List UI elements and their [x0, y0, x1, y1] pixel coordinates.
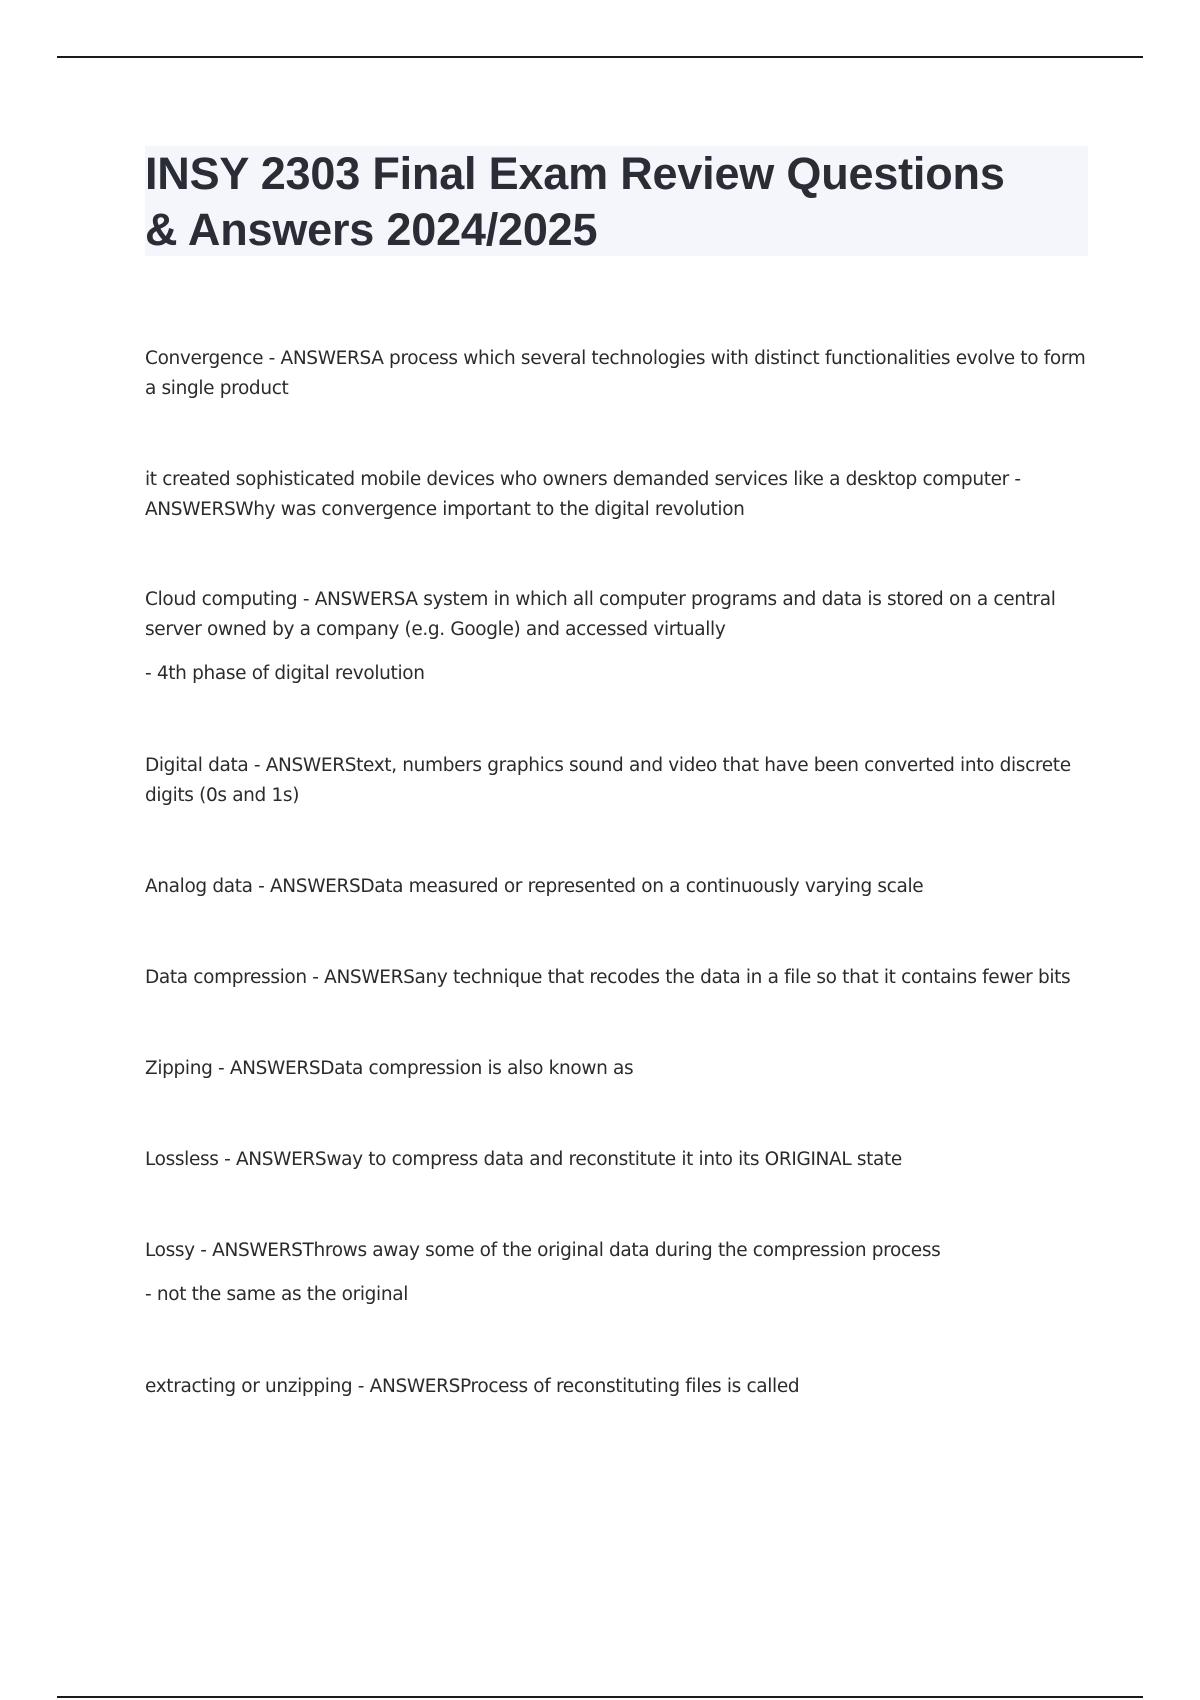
- qa-entry: [145, 963, 1095, 993]
- title-block: [145, 146, 1088, 256]
- qa-note: - not the same as the original: [145, 1284, 408, 1305]
- qa-text: Cloud computing - ANSWERSA system in which all computer programs and data is stored on a central server owned by a company (e.g. Google) and accessed virtually: [145, 589, 1056, 640]
- qa-entry: [145, 1145, 1095, 1175]
- qa-text: Convergence - ANSWERSA process which several technologies with distinct functionalities evolve to form a single product: [145, 348, 1086, 399]
- qa-entry: [145, 1054, 1095, 1084]
- qa-entry: [145, 751, 1095, 811]
- qa-text: Lossless - ANSWERSway to compress data and reconstitute it into its ORIGINAL state: [145, 1149, 902, 1170]
- qa-text: Data compression - ANSWERSany technique that recodes the data in a file so that it contains fewer bits: [145, 967, 1071, 988]
- qa-text: Zipping - ANSWERSData compression is also known as: [145, 1058, 634, 1079]
- title-line-1: INSY 2303 Final Exam Review Questions: [145, 148, 1005, 199]
- page-title: [145, 146, 1088, 258]
- qa-entry: [145, 465, 1095, 525]
- qa-text: Analog data - ANSWERSData measured or represented on a continuously varying scale: [145, 876, 924, 897]
- qa-entry: [145, 344, 1095, 404]
- qa-note: - 4th phase of digital revolution: [145, 663, 425, 684]
- footer-rule: [57, 1696, 1143, 1698]
- qa-text: Digital data - ANSWERStext, numbers graphics sound and video that have been converted into discrete digits (0s and 1s): [145, 755, 1071, 806]
- qa-entry: [145, 1372, 1095, 1402]
- title-line-2: & Answers 2024/2025: [145, 204, 598, 255]
- header-rule: [57, 56, 1143, 58]
- qa-entry: [145, 585, 1095, 689]
- qa-entry: [145, 1236, 1095, 1310]
- qa-text: Lossy - ANSWERSThrows away some of the original data during the compression process: [145, 1240, 941, 1261]
- qa-text: it created sophisticated mobile devices who owners demanded services like a desktop computer - ANSWERSWhy was convergence important to the digital revolution: [145, 469, 1021, 520]
- qa-text: extracting or unzipping - ANSWERSProcess of reconstituting files is called: [145, 1376, 800, 1397]
- qa-entry: [145, 872, 1095, 902]
